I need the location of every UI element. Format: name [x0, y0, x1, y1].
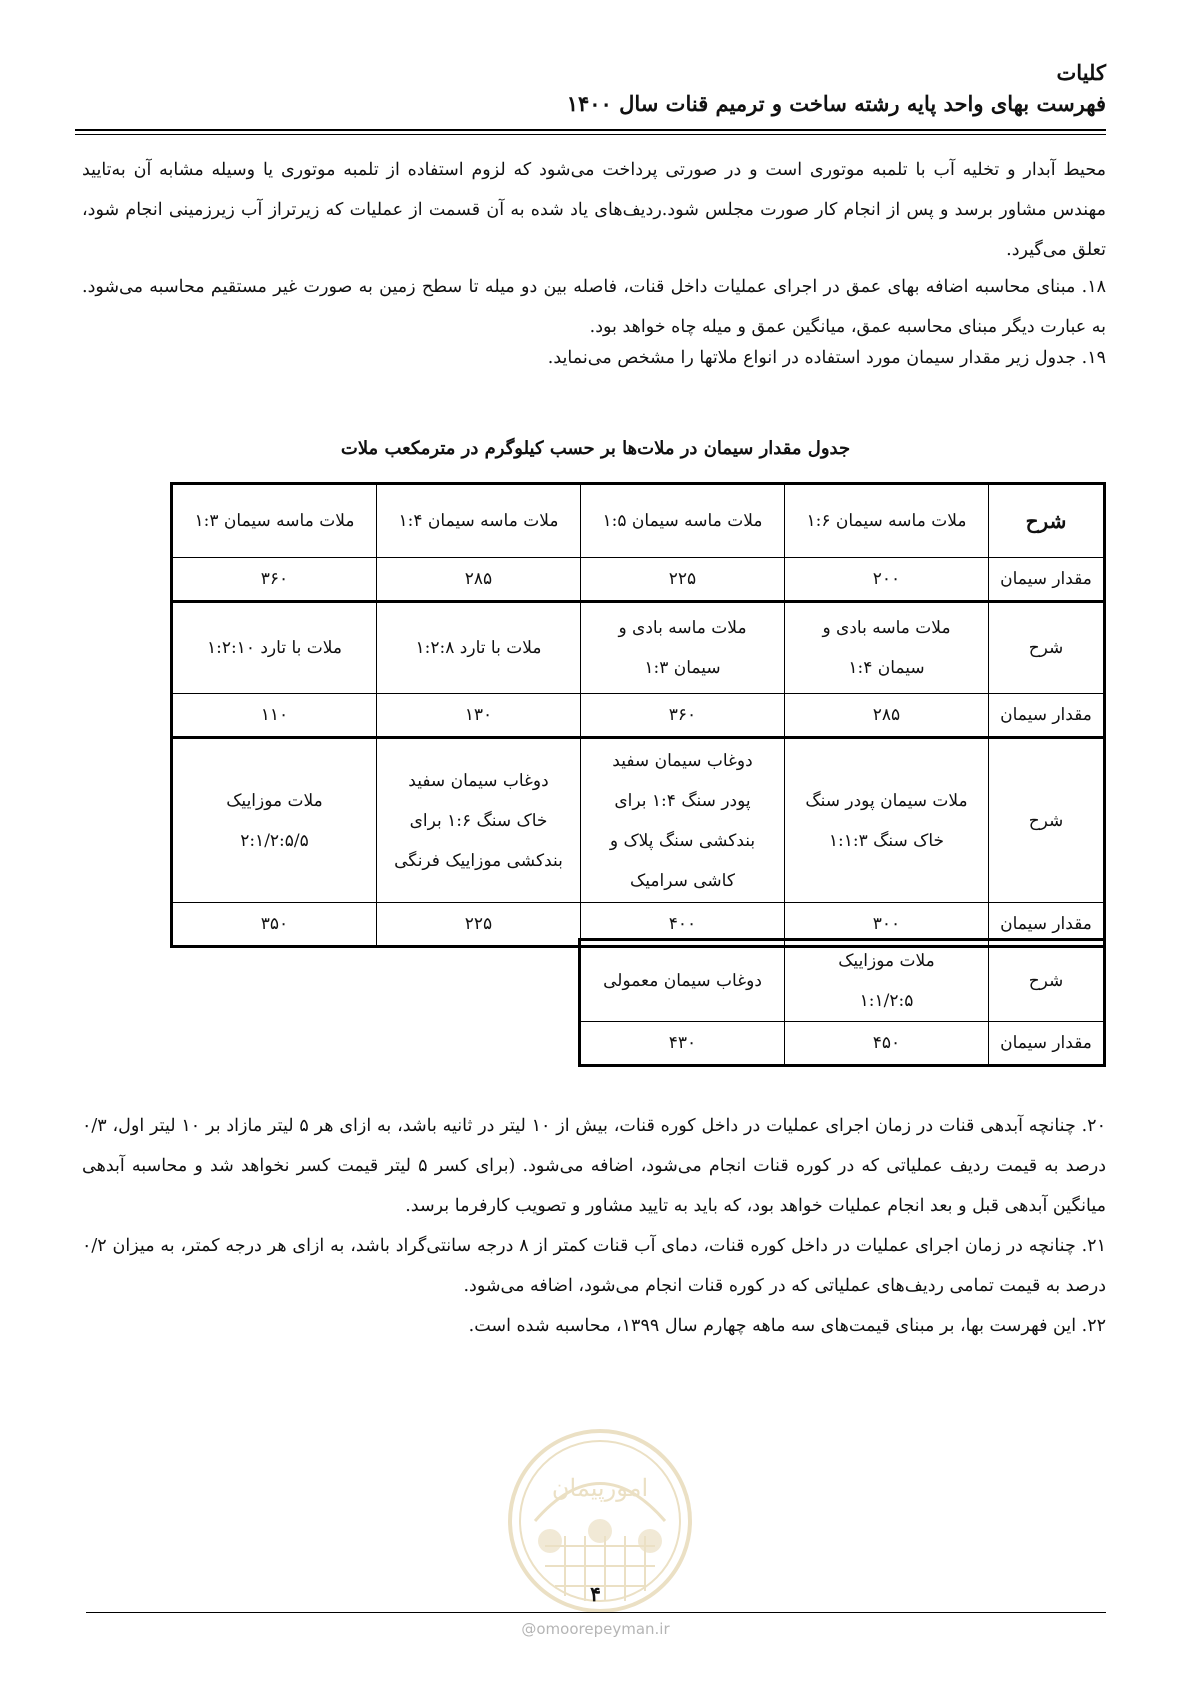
- header-rule-thin: [75, 134, 1106, 135]
- table-cell: ۲۲۵: [377, 903, 581, 947]
- paragraph-21: ۲۱. چنانچه در زمان اجرای عملیات در داخل کوره قنات، دمای آب قنات کمتر از ۸ درجه سانتی‌گراد باشد، به ازای هر درجه کمتر، به میزان ۰/۲ درصد به قیمت تمامی ردیف‌های عملیاتی که در کوره قنات انجام می‌شود، اضافه می‌شود.: [82, 1236, 1106, 1296]
- table-cell: ملات ماسه سیمان ۱:۳: [172, 484, 377, 558]
- header-title: کلیات: [1056, 60, 1106, 85]
- table-cell: ملات سیمان پودر سنگ خاک سنگ ۱:۱:۳: [785, 738, 989, 903]
- table-cell: ۱۳۰: [377, 694, 581, 738]
- table-cell: ۲۲۵: [581, 558, 785, 602]
- table-row-desc: [172, 484, 1105, 558]
- paragraph-intro: محیط آبدار و تخلیه آب با تلمبه موتوری است و در صورتی پرداخت می‌شود که لزوم استفاده از تلمبه موتوری یا وسیله مشابه آن به‌تایید مهندس مشاور برسد و پس از انجام کار صورت مجلس شود.ردیف‌های یاد شده به آن قسمت از عملیات که زیرتراز آب زیرزمینی انجام شود، تعلق می‌گیرد.: [82, 160, 1106, 260]
- table-cell: دوغاب سیمان سفید خاک سنگ ۱:۶ برای بندکشی موزاییک فرنگی: [377, 738, 581, 903]
- cement-table-extra: [578, 938, 1106, 1067]
- footer-website: @omoorepeyman.ir: [521, 1620, 670, 1638]
- paragraph-19: ۱۹. جدول زیر مقدار سیمان مورد استفاده در انواع ملاتها را مشخص می‌نماید.: [547, 348, 1106, 368]
- footer-rule: [86, 1612, 1106, 1613]
- table-cell: ۳۵۰: [172, 903, 377, 947]
- cement-table: [170, 482, 1106, 948]
- table-cell: ملات موزاییک ۱:۱/۲:۵: [785, 940, 989, 1022]
- row-label-cement: مقدار سیمان: [989, 1022, 1105, 1066]
- table-cell: ۲۸۵: [377, 558, 581, 602]
- table-cell: ملات با تارد ۱:۲:۱۰: [172, 602, 377, 694]
- paragraph-20: ۲۰. چنانچه آبدهی قنات در زمان اجرای عملیات در داخل کوره قنات، بیش از ۱۰ لیتر در ثانیه باشد، به ازای هر ۵ لیتر مازاد بر ۱۰ لیتر اول، ۰/۳ درصد به قیمت ردیف عملیاتی که در کوره قنات انجام می‌شود، اضافه می‌شود. (برای کسر ۵ لیتر قیمت کسر نخواهد شد و محاسبه آبدهی میانگین آبدهی قبل و بعد انجام عملیات خواهد بود، که باید به تایید مشاور و تصویب کارفرما برسد.: [82, 1116, 1106, 1216]
- table-cell: ملات ماسه بادی و سیمان ۱:۳: [581, 602, 785, 694]
- table-cell: ملات ماسه بادی و سیمان ۱:۴: [785, 602, 989, 694]
- table-cell: ۴۳۰: [580, 1022, 785, 1066]
- paragraph-22: ۲۲. این فهرست بها، بر مبنای قیمت‌های سه ماهه چهارم سال ۱۳۹۹، محاسبه شده است.: [468, 1316, 1106, 1336]
- table-row-desc: [172, 602, 1105, 694]
- row-label-cement: مقدار سیمان: [989, 558, 1105, 602]
- table-cell: دوغاب سیمان معمولی: [580, 940, 785, 1022]
- table-cell: ۲۰۰: [785, 558, 989, 602]
- header-rule-thick: [75, 129, 1106, 131]
- table-cell: ۳۶۰: [172, 558, 377, 602]
- table-cell: ۳۶۰: [581, 694, 785, 738]
- table-cell: ملات با تارد ۱:۲:۸: [377, 602, 581, 694]
- row-label-desc: شرح: [989, 940, 1105, 1022]
- table-cell: ۳۰۰: [785, 903, 989, 947]
- row-label-desc: شرح: [989, 484, 1105, 558]
- table-row-cement: [580, 1022, 1105, 1066]
- table-cell: ملات موزاییک ۲:۱/۲:۵/۵: [172, 738, 377, 903]
- page-number: ۴: [590, 1582, 601, 1606]
- table-cell: ۲۸۵: [785, 694, 989, 738]
- table-caption: جدول مقدار سیمان در ملات‌ها بر حسب کیلوگرم در مترمکعب ملات: [340, 438, 851, 459]
- row-label-cement: مقدار سیمان: [989, 903, 1105, 947]
- page-header: [85, 58, 1106, 120]
- row-label-desc: شرح: [989, 738, 1105, 903]
- table-cell: ۴۰۰: [581, 903, 785, 947]
- logo-text: امورپیمان: [551, 1474, 649, 1502]
- table-cell: ملات ماسه سیمان ۱:۶: [785, 484, 989, 558]
- table-row-desc: [172, 738, 1105, 903]
- paragraph-18: ۱۸. مبنای محاسبه اضافه بهای عمق در اجرای عملیات داخل قنات، فاصله بین دو میله تا سطح زمین به صورت غیر مستقیم محاسبه می‌شود. به عبارت دیگر مبنای محاسبه عمق، میانگین عمق و میله چاه خواهد بود.: [82, 277, 1106, 337]
- table-cell: ملات ماسه سیمان ۱:۵: [581, 484, 785, 558]
- table-cell: دوغاب سیمان سفید پودر سنگ ۱:۴ برای بندکشی سنگ پلاک و کاشی سرامیک: [581, 738, 785, 903]
- row-label-desc: شرح: [989, 602, 1105, 694]
- table-cell: ۴۵۰: [785, 1022, 989, 1066]
- table-row-cement: [172, 558, 1105, 602]
- table-cell: ۱۱۰: [172, 694, 377, 738]
- header-subtitle: فهرست بهای واحد پایه رشته ساخت و ترمیم قنات سال ۱۴۰۰: [566, 91, 1106, 116]
- row-label-cement: مقدار سیمان: [989, 694, 1105, 738]
- table-row-desc: [580, 940, 1105, 1022]
- table-cell: ملات ماسه سیمان ۱:۴: [377, 484, 581, 558]
- table-row-cement: [172, 694, 1105, 738]
